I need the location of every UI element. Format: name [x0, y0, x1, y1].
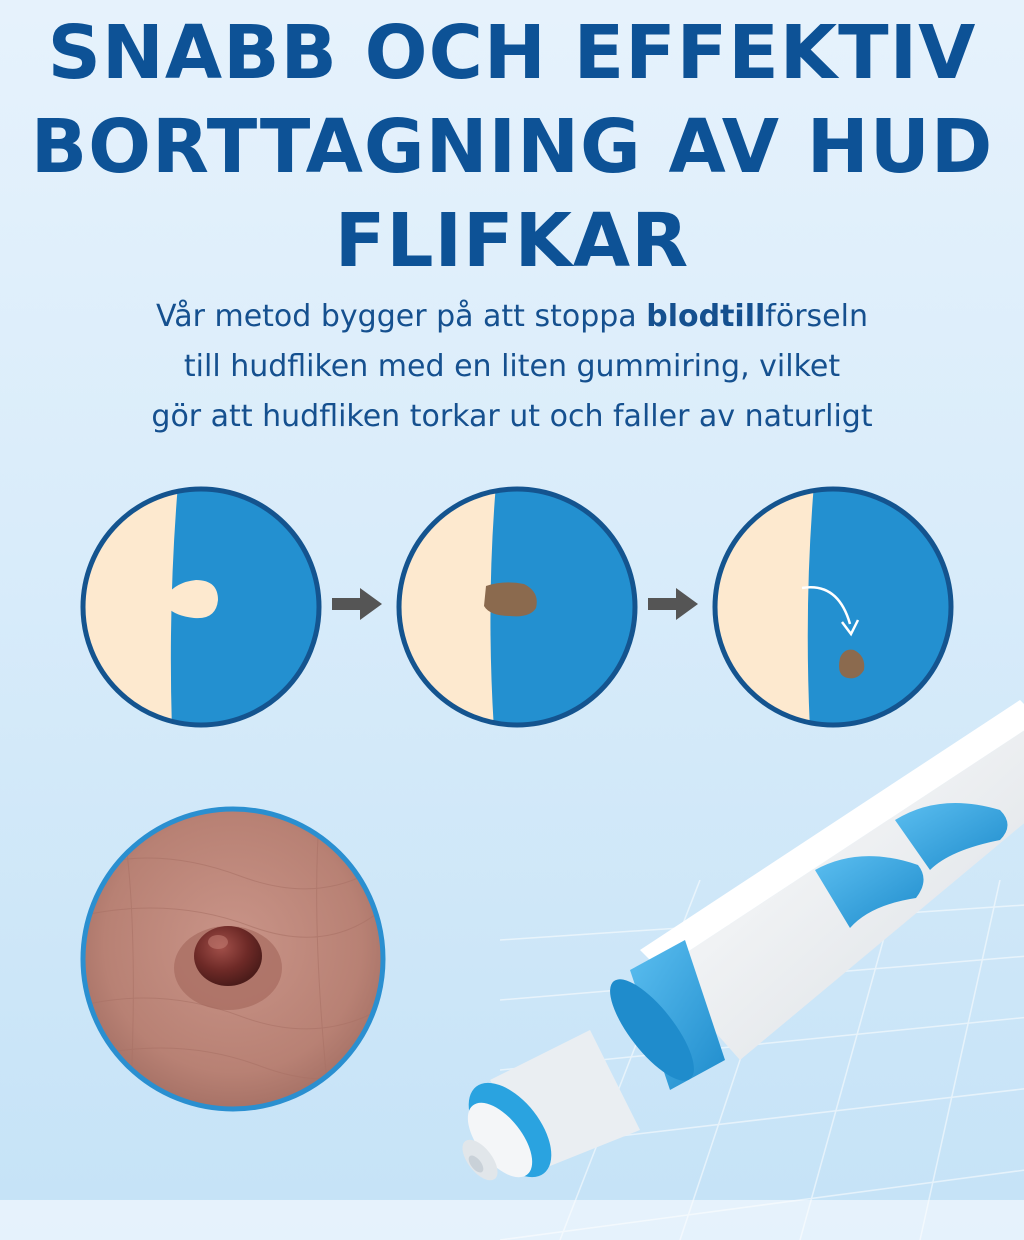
dried-skin-tag-icon	[484, 582, 537, 616]
headline-line-3: FLIFKAR	[334, 198, 690, 284]
arrow-right-icon	[646, 586, 700, 622]
skin-tag-photo	[80, 806, 386, 1112]
description-line-1-start: Vår metod bygger på att stoppa	[156, 299, 647, 334]
step-3-circle	[710, 484, 956, 730]
skin-edge	[78, 484, 178, 730]
step-1-circle	[78, 484, 324, 730]
description	[62, 292, 962, 442]
removal-device-pen	[440, 700, 1024, 1200]
headline	[0, 6, 1024, 288]
description-line-1-bold: blodtill	[646, 299, 766, 334]
arrow-right-icon	[330, 586, 384, 622]
headline-line-2: BORTTAGNING AV HUD	[30, 104, 994, 190]
description-line-2: till hudfliken med en liten gummiring, vilket	[183, 349, 841, 384]
description-line-3: gör att hudfliken torkar ut och faller av naturligt	[151, 399, 873, 434]
description-line-1-end: förseln	[765, 299, 868, 334]
headline-line-1: SNABB OCH EFFEKTIV	[47, 10, 977, 96]
step-2-circle	[394, 484, 640, 730]
